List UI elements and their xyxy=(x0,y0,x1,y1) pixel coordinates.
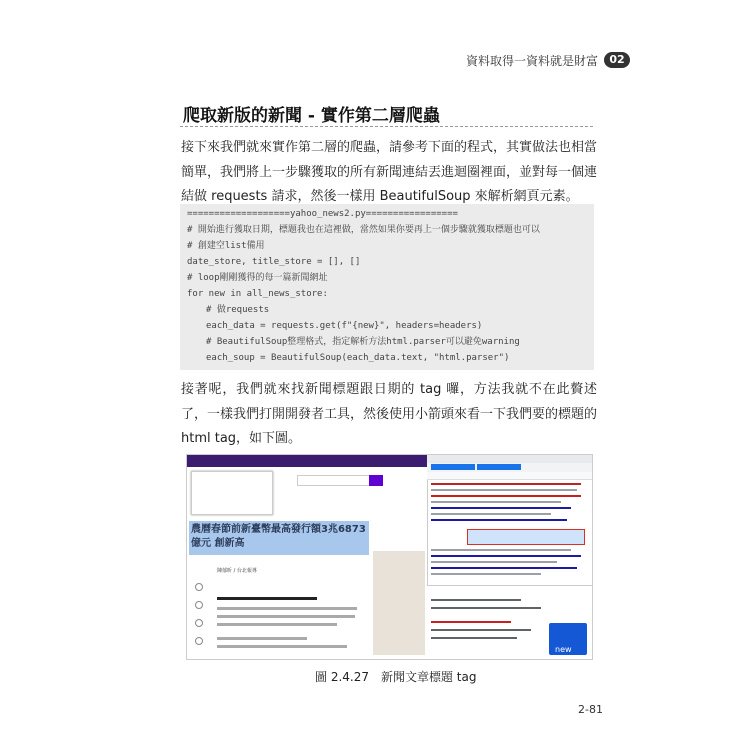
share-icon xyxy=(195,583,203,591)
dom-line xyxy=(431,513,551,515)
news-headline: 農曆春節前新臺幣最高發行額3兆6873億元 創新高 xyxy=(191,524,366,549)
dom-line xyxy=(431,483,581,485)
title-divider xyxy=(180,126,593,127)
whats-new-label: new xyxy=(555,645,572,654)
body-paragraph-1: 接下來我們就來實作第二層的爬蟲，請參考下面的程式，其實做法也相當簡單，我們將上一步驟獲取的所有新聞連結丟進迴圈裡面，並對每一個連結做 requests 請求，然後一樣用 BeautifulSoup 來解析網頁元素。 xyxy=(181,140,598,204)
dom-line xyxy=(431,501,561,503)
dom-line xyxy=(431,555,581,557)
news-author: 陳郁昕 / 台北報導 xyxy=(217,568,257,574)
code-line: # loop剛剛獲得的每一篇新聞網址 xyxy=(187,273,328,283)
selected-dom-node xyxy=(467,529,585,545)
devtools-button xyxy=(431,464,475,470)
chapter-badge: 02 xyxy=(604,52,630,68)
dom-line xyxy=(431,561,557,563)
search-button xyxy=(369,475,383,486)
page-number: 2-81 xyxy=(578,703,603,716)
code-line: each_soup = BeautifulSoup(each_data.text, "html.parser") xyxy=(206,353,510,363)
devtools-topbar xyxy=(427,455,592,463)
dom-line xyxy=(431,495,581,497)
mail-icon xyxy=(195,637,203,645)
article-text-line xyxy=(217,637,307,640)
code-line: for new in all_news_store: xyxy=(187,289,328,299)
code-line: # 創建空list備用 xyxy=(187,241,265,251)
console-line xyxy=(431,629,531,631)
code-line: each_data = requests.get(f"{new}", headers=headers) xyxy=(206,321,483,331)
code-line: date_store, title_store = [], [] xyxy=(187,257,361,267)
dom-line xyxy=(431,567,577,569)
search-box xyxy=(297,475,371,486)
console-line xyxy=(431,607,541,609)
code-line: ===================yahoo_news2.py================= xyxy=(187,209,458,219)
inspect-tooltip xyxy=(191,471,273,515)
running-header: 資料取得一資料就是財富 xyxy=(465,54,598,68)
console-line xyxy=(431,621,511,623)
article-text-line xyxy=(217,645,347,648)
dom-line xyxy=(431,489,577,491)
article-text-line xyxy=(217,607,357,610)
console-line xyxy=(431,637,517,639)
code-line: # 做requests xyxy=(206,305,270,315)
dom-line xyxy=(431,519,567,521)
site-nav-bar xyxy=(187,455,427,467)
link-icon xyxy=(195,619,203,627)
facebook-icon xyxy=(195,601,203,609)
devtools-button xyxy=(477,464,521,470)
section-title: 爬取新版的新聞 - 實作第二層爬蟲 xyxy=(183,106,440,126)
body-paragraph-2: 接著呢，我們就來找新聞標題跟日期的 tag 囉，方法我就不在此贅述了，一樣我們打開開發者工具，然後使用小箭頭來看一下我們要的標題的 html tag，如下圖。 xyxy=(181,382,598,446)
code-line: # BeautifulSoup整理格式，指定解析方法html.parser可以避免warning xyxy=(206,337,520,347)
code-block xyxy=(180,204,594,370)
code-line: # 開始進行獲取日期，標題我也在這裡做，當然如果你要再上一個步驟就獲取標題也可以 xyxy=(187,225,540,235)
dom-line xyxy=(431,507,571,509)
figure-screenshot xyxy=(186,454,593,660)
console-line xyxy=(431,599,521,601)
article-text-line xyxy=(217,623,337,626)
article-text-line xyxy=(217,615,355,618)
figure-caption: 圖 2.4.27 新聞文章標題 tag xyxy=(315,670,477,684)
devtools-tabs xyxy=(427,472,592,480)
advertisement-image xyxy=(373,551,425,655)
dom-line xyxy=(431,573,541,575)
article-rule xyxy=(217,597,317,600)
dom-line xyxy=(431,549,571,551)
